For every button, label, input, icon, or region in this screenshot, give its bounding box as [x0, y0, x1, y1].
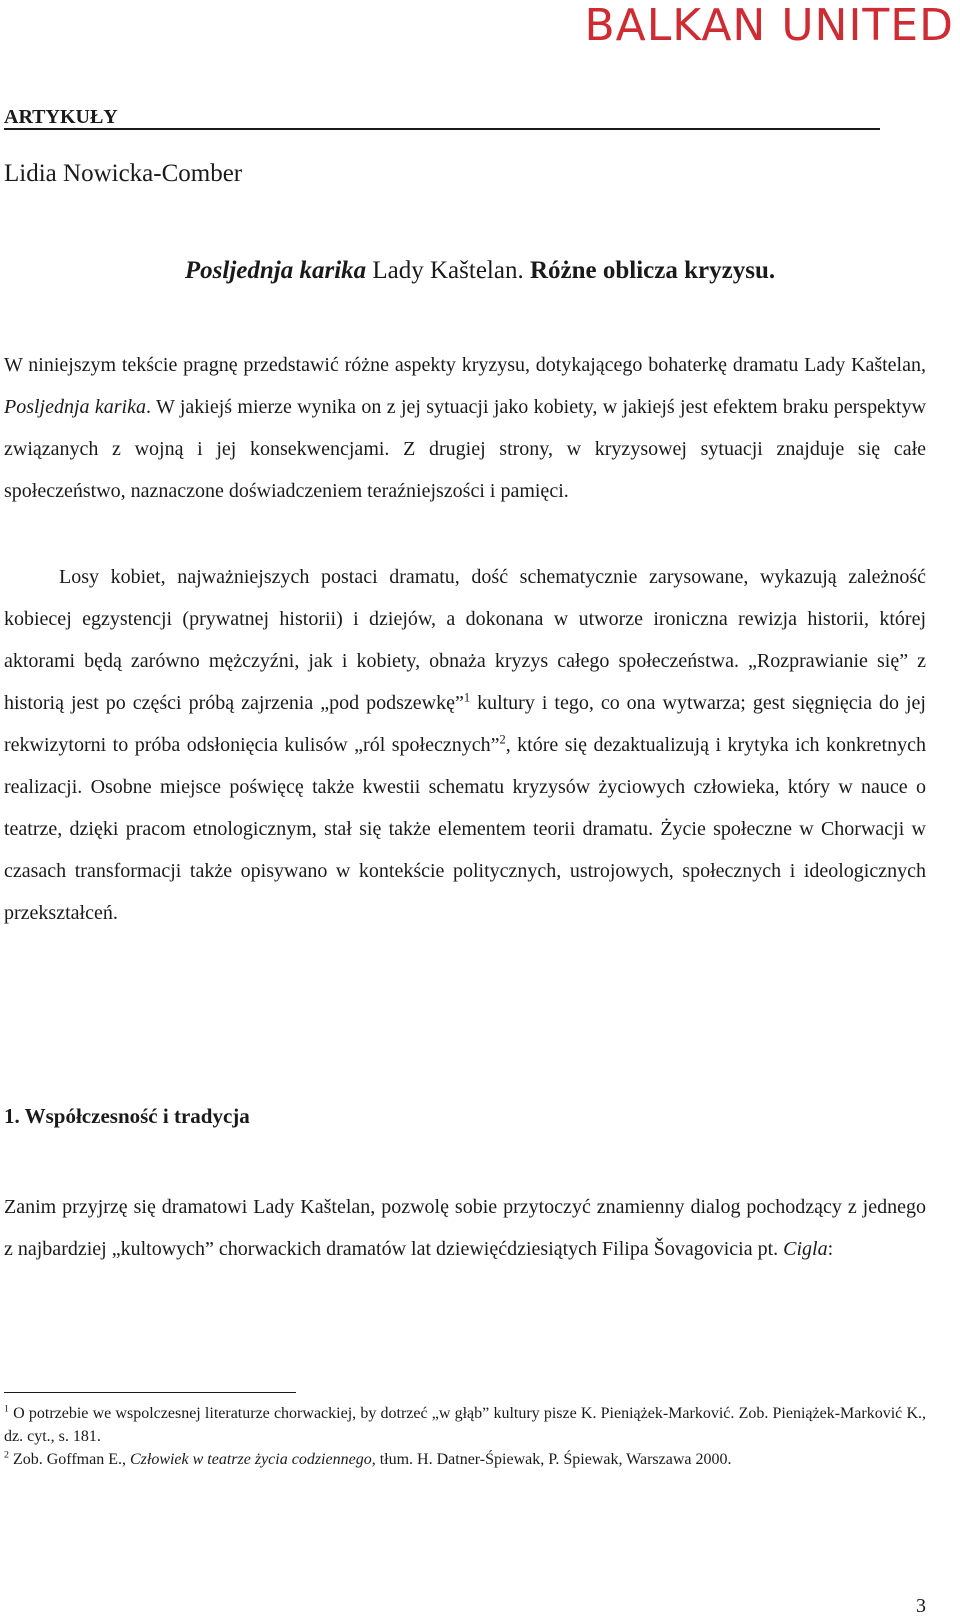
- article-author: Lidia Nowicka-Comber: [4, 160, 243, 187]
- footnote-1: $^1$ O potrzebie we wspolczesnej literaturze chorwackiej, by dotrzeć „w głąb” kultury pisze K. Pieniążek-Marković. Zob. Pieniążek-Marković K., dz. cyt., s. 181.: [4, 1403, 926, 1445]
- section-heading: 1. Współczesność i tradycja: [4, 1104, 250, 1128]
- footnote-ref-2[interactable]: 2: [499, 732, 506, 747]
- footnote-divider: [4, 1392, 296, 1393]
- article-title: [0, 256, 960, 286]
- section-label: ARTYKUŁY: [4, 106, 880, 130]
- page-number: 3: [916, 1595, 926, 1617]
- footnote-ref-1[interactable]: 1: [463, 690, 471, 705]
- footnote-2: $^2$ Zob. Goffman E., Człowiek w teatrze życia codziennego, tłum. H. Datner-Śpiewak, P. Śpiewak, Warszawa 2000.: [4, 1449, 732, 1468]
- paragraph-intro: W niniejszym tekście pragnę przedstawić różne aspekty kryzysu, dotykającego bohaterkę dramatu Lady Kaštelan, Posljednja karika. W jakiejś mierze wynika on z jej sytuacji jako kobiety, w jakiejś jest efektem braku perspektyw związanych z wojną i jej konsekwencjami. Z drugiej strony, w kryzysowej sytuacji znajduje się całe społeczeństwo, naznaczone doświadczeniem teraźniejszości i pamięci.: [4, 354, 927, 502]
- balkan-united-logo: BALKAN UNITED: [584, 0, 954, 51]
- paragraph-women-fates: Losy kobiet, najważniejszych postaci dramatu, dość schematycznie zarysowane, wykazują zależność kobiecej egzystencji (prywatnej historii) i dziejów, a dokonana w utworze ironiczna rewizja historii, której aktorami będą zarówno mężczyźni, jak i kobiety, obnaża kryzys całego społeczeństwa. „Rozprawianie się” z historią jest po części próbą zajrzenia „pod podszewkę”$^1$ kultury i tego, co ona wytwarza; gest sięgnięcia do jej rekwizytorni to próba odsłonięcia kulisów „ról społecznych”$^2$, które się dezaktualizują i krytyka ich konkretnych realizacji. Osobne miejsce poświęcę także kwestii schematu kryzysów życiowych człowieka, który w nauce o teatrze, dzięki pracom etnologicznym, stał się także elementem teorii dramatu. Życie społeczne w Chorwacji w czasach transformacji także opisywano w kontekście politycznych, ustrojowych, społecznych i ideologicznych przekształceń.: [4, 566, 926, 924]
- title-play-name: Posljednja karika: [184, 257, 367, 284]
- title-rest: Różne oblicza kryzysu.: [523, 257, 776, 284]
- title-author-name: Lady Kaštelan.: [366, 257, 524, 284]
- paragraph-cigla: Zanim przyjrzę się dramatowi Lady Kaštelan, pozwolę sobie przytoczyć znamienny dialog pochodzący z jednego z najbardziej „kultowych” chorwackich dramatów lat dziewięćdziesiątych Filipa Šovagovicia pt. Cigla:: [4, 1196, 926, 1260]
- footnotes: [4, 1402, 926, 1471]
